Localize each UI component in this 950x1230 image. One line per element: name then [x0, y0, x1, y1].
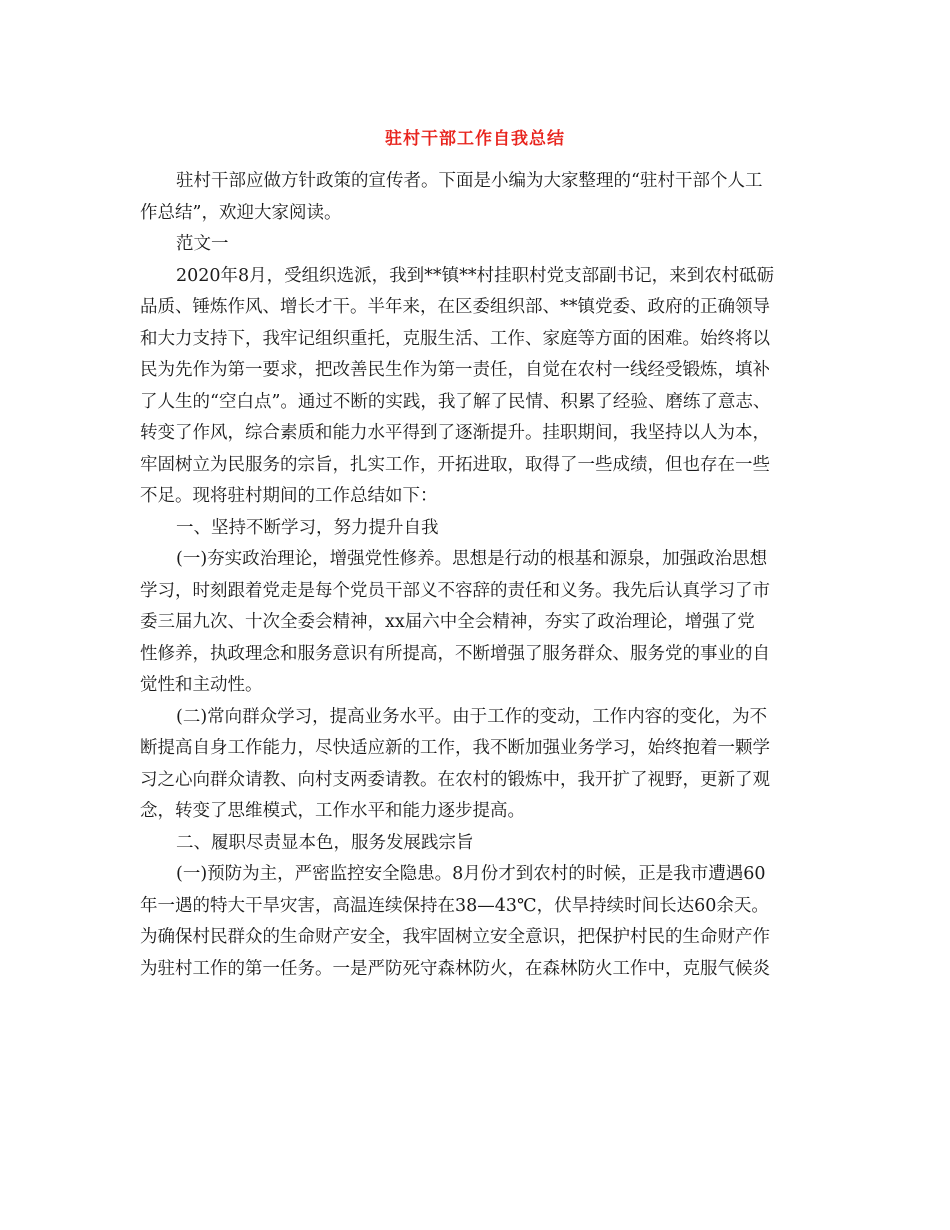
text-line: 2020年8月，受组织选派，我到**镇**村挂职村党支部副书记，来到农村砥砺 — [176, 265, 775, 286]
paragraph — [140, 544, 830, 702]
text-line: 为确保村民群众的生命财产安全，我牢固树立安全意识，把保护村民的生命财产作 — [140, 927, 770, 947]
text-line: 牢固树立为民服务的宗旨，扎实工作，开拓进取，取得了一些成绩，但也存在一些 — [140, 454, 770, 475]
paragraph — [140, 513, 830, 545]
paragraph — [140, 702, 830, 828]
text-line: 一、坚持不断学习，努力提升自我 — [176, 517, 439, 538]
text-line: 不足。现将驻村期间的工作总结如下： — [140, 486, 438, 506]
text-line: 品质、锤炼作风、增长才干。半年来，在区委组织部、**镇党委、政府的正确领导 — [140, 297, 770, 317]
document-body — [140, 166, 830, 985]
text-line: 和大力支持下，我牢记组织重托，克服生活、工作、家庭等方面的困难。始终将以 — [140, 328, 770, 349]
text-line: 委三届九次、十次全委会精神，xx届六中全会精神，夯实了政治理论，增强了党 — [140, 612, 755, 632]
text-line: 为驻村工作的第一任务。一是严防死守森林防火，在森林防火工作中，克服气候炎 — [140, 958, 770, 979]
paragraph — [140, 859, 830, 985]
text-line: 性修养，执政理念和服务意识有所提高，不断增强了服务群众、服务党的事业的自 — [140, 643, 770, 664]
text-line: 作总结”，欢迎大家阅读。 — [140, 202, 342, 223]
text-line: 范文一 — [176, 234, 229, 254]
paragraph — [140, 828, 830, 860]
text-line: 习之心向群众请教、向村支两委请教。在农村的锻炼中，我开扩了视野，更新了观 — [140, 769, 770, 790]
text-line: 二、履职尽责显本色，服务发展践宗旨 — [176, 832, 474, 853]
text-line: 驻村干部应做方针政策的宣传者。下面是小编为大家整理的“驻村干部个人工 — [176, 171, 763, 191]
paragraph — [140, 166, 830, 229]
document-title: 驻村干部工作自我总结 — [385, 129, 565, 149]
text-line: (一)夯实政治理论，增强党性修养。思想是行动的根基和源泉，加强政治思想 — [176, 549, 768, 569]
text-line: 民为先作为第一要求，把改善民生作为第一责任，自觉在农村一线经受锻炼，填补 — [140, 360, 770, 380]
text-line: (二)常向群众学习，提高业务水平。由于工作的变动，工作内容的变化，为不 — [176, 706, 768, 727]
text-line: 念，转变了思维模式，工作水平和能力逐步提高。 — [140, 801, 525, 821]
text-line: 年一遇的特大干旱灾害，高温连续保持在38—43℃，伏旱持续时间长达60余天。 — [140, 895, 769, 916]
paragraph — [140, 261, 830, 513]
text-line: 转变了作风，综合素质和能力水平得到了逐渐提升。挂职期间，我坚持以人为本， — [140, 423, 770, 443]
text-line: (一)预防为主，严密监控安全隐患。8月份才到农村的时候，正是我市遭遇60 — [176, 864, 766, 884]
text-line: 觉性和主动性。 — [140, 675, 263, 695]
text-line: 学习，时刻跟着党走是每个党员干部义不容辞的责任和义务。我先后认真学习了市 — [140, 580, 770, 601]
text-line: 断提高自身工作能力，尽快适应新的工作，我不断加强业务学习，始终抱着一颗学 — [140, 738, 770, 758]
text-line: 了人生的“空白点”。通过不断的实践，我了解了民情、积累了经验、磨练了意志、 — [140, 391, 771, 412]
paragraph — [140, 229, 830, 261]
